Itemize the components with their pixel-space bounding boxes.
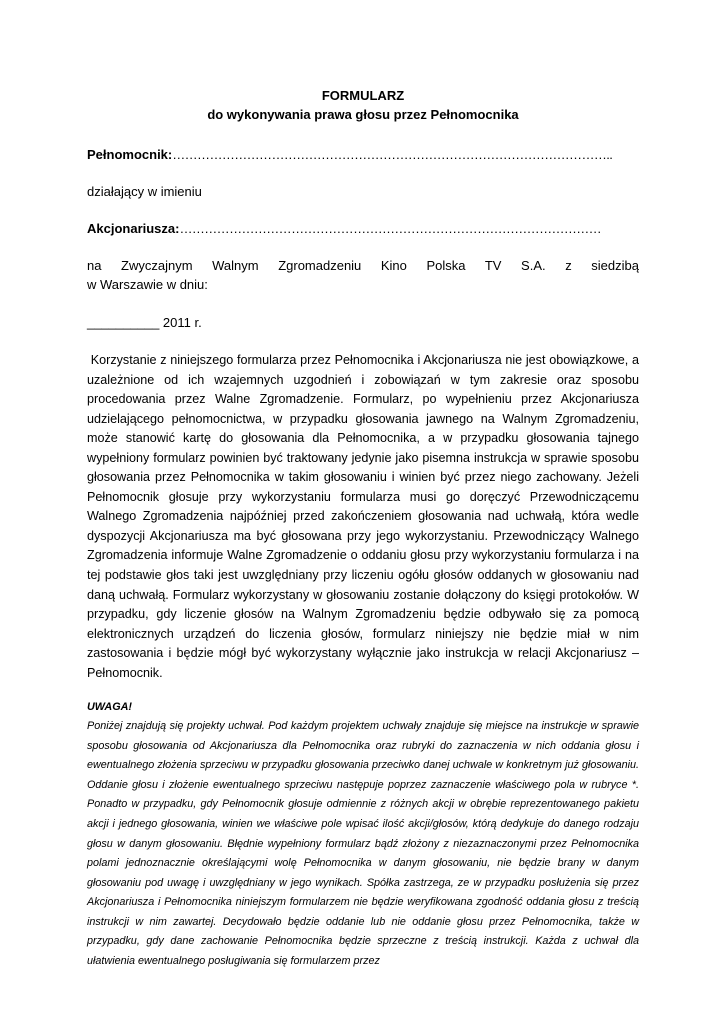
uwaga-text: Poniżej znajdują się projekty uchwał. Pod każdym projektem uchwały znajduje się miejsce na instrukcje w sprawie sposobu głosowania od Akcjonariusza dla Pełnomocnika oraz rubryki do zaznaczenia w nich oddania głosu i ewentualnego złożenia sprzeciwu w przypadku głosowania przeciwko danej uchwale w konkretnym już głosowaniu. Oddanie głosu i złożenie ewentualnego sprzeciwu następuje poprzez zaznaczenie właściwego pola w rubryce *. Ponadto w przypadku, gdy Pełnomocnik głosuje odmiennie z różnych akcji w obrębie reprezentowanego pakietu akcji i jednego głosowania, winien we właściwe pole wpisać ilość akcji/głosów, którą dedykuje do danego rodzaju głosu w danym głosowaniu. Błędnie wypełniony formularz bądź złożony z niezaznaczonymi przez Pełnomocnika polami jednoznacznie określającymi wolę Pełnomocnika w danym głosowaniu, nie będzie brany w danym głosowaniu pod uwagę i uwzględniany w jego wynikach. Spółka zastrzega, ze w przypadku posłużenia się przez Akcjonariusza i Pełnomocnika niniejszym formularzem nie będzie weryfikowana zgodność oddania głosu z treścią instrukcji w nim zawartej. Decydowało będzie oddanie lub nie oddanie głosu przez Pełnomocnika, także w przypadku, gdy dane zachowanie Pełnomocnika będzie sprzeczne z treścią instrukcji. Każda z uchwał dla ułatwienia ewentualnego posługiwania się formularzem przez bbox=[87, 720, 639, 967]
form-title: FORMULARZ bbox=[321, 88, 405, 103]
document-page bbox=[87, 78, 643, 971]
meeting-line-2: w Warszawie w dniu: bbox=[87, 277, 208, 292]
meeting-line-1: na Zwyczajnym Walnym Zgromadzeniu Kino Polska TV S.A. z siedzibą bbox=[87, 258, 639, 273]
pelnomocnik-dots: …………………………………………………………………………………………….. bbox=[172, 147, 613, 162]
date-line: __________ 2011 r. bbox=[87, 315, 202, 330]
uwaga-heading: UWAGA! bbox=[87, 701, 132, 714]
form-subtitle: do wykonywania prawa głosu przez Pełnomocnika bbox=[207, 107, 519, 122]
pelnomocnik-field bbox=[87, 145, 639, 164]
akcjonariusz-field bbox=[87, 219, 639, 238]
dzialajacy-text: działający w imieniu bbox=[87, 184, 202, 199]
akcjonariusz-dots: ………………………………………………………………………………………… bbox=[179, 221, 602, 236]
body-paragraph: Korzystanie z niniejszego formularza przez Pełnomocnika i Akcjonariusza nie jest obowiązkowe, a uzależnione od ich wzajemnych uzgodnień i zobowiązań w tym zakresie oraz sposobu procedowania przez Walne Zgromadzenie. Formularz, po wypełnieniu przez Akcjonariusza udzielającego pełnomocnictwa, w przypadku głosowania jawnego na Walnym Zgromadzeniu, może stanowić kartę do głosowania dla Pełnomocnika, a w przypadku głosowania tajnego wypełniony formularz powinien być traktowany jedynie jako pisemna instrukcja w sprawie sposobu głosowania przez Pełnomocnika w takim głosowaniu i winien być przez niego zachowany. Jeżeli Pełnomocnik głosuje przy wykorzystaniu formularza musi go doręczyć Przewodniczącemu Walnego Zgromadzenia najpóźniej przed zakończeniem głosowania nad uchwałą, która wedle dyspozycji Akcjonariusza ma być głosowana przy jego wykorzystaniu. Przewodniczący Walnego Zgromadzenia informuje Walne Zgromadzenie o oddaniu głosu przy wykorzystaniu formularza i na tej podstawie głos taki jest uwzględniany przy liczeniu ogółu głosów oddanych w głosowaniu nad daną uchwałą. Formularz wykorzystany w głosowaniu zostanie dołączony do księgi protokołów. W przypadku, gdy liczenie głosów na Walnym Zgromadzeniu będzie odbywało się za pomocą elektronicznych urządzeń do liczenia głosów, formularz niniejszy nie będzie miał w nim zastosowania i będzie mógł być wykorzystany wyłącznie jako instrukcja w relacji Akcjonariusz – Pełnomocnik. bbox=[87, 353, 643, 680]
pelnomocnik-label: Pełnomocnik: bbox=[87, 147, 173, 162]
akcjonariusz-label: Akcjonariusza: bbox=[87, 221, 180, 236]
